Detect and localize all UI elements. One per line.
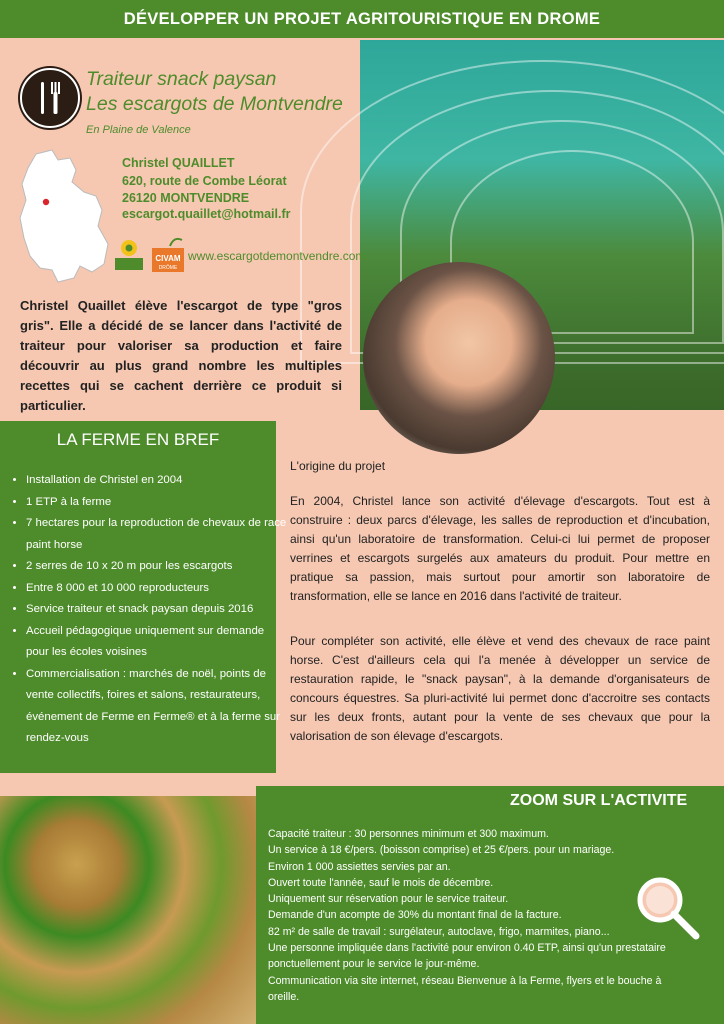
zoom-line: Un service à 18 €/pers. (boisson comprise) et 25 €/pers. pour un mariage.	[268, 844, 615, 857]
zoom-title: ZOOM SUR L'ACTIVITE	[510, 792, 688, 809]
zoom-line: Ouvert toute l'année, sauf le mois de décembre.	[268, 876, 494, 889]
list-item: • Commercialisation : marchés de noël, points de vente collectifs, foires et salons, restaurateurs, événement de Ferme en Ferme® et à la ferme sur rendez-vous	[26, 664, 288, 750]
intro-paragraph: Christel Quaillet élève l'escargot de type "gros gris". Elle a décidé de se lancer dans l'activité de traiteur pour valoriser sa production et faire découvrir au plus grand nombre les multiples recettes qui se cachent derrière ce produit si particulier.	[20, 298, 342, 413]
portrait-photo	[363, 262, 555, 454]
farm-summary-title: LA FERME EN BREF	[56, 430, 220, 449]
contact-address-1: 620, route de Combe Léorat	[122, 174, 287, 188]
list-item: • Accueil pédagogique uniquement sur demande pour les écoles voisines	[26, 621, 288, 664]
magnifier-icon	[634, 874, 704, 944]
snails-photo	[0, 796, 256, 1024]
zoom-line: Communication via site internet, réseau Bienvenue à la Ferme, flyers et le bouche à oreille.	[268, 974, 662, 1003]
origin-paragraph-2: Pour compléter son activité, elle élève et vend des chevaux de race paint horse. C'est d'ailleurs cela qui l'a menée à développer un service de restauration rapide, le "snack paysan", à la demande d'organisateurs de concours équestres. Sa pluri-activité lui permet donc d'accroitre ses contacts sur les deux fronts, autant pour la vente de ses chevaux que pour la valorisation de son élevage d'escargots.	[290, 634, 710, 743]
zoom-line: Uniquement sur réservation pour le service traiteur.	[268, 893, 509, 906]
website-link[interactable]: www.escargotdemontvendre.com	[188, 249, 366, 263]
page-banner: DÉVELOPPER UN PROJET AGRITOURISTIQUE EN DROME	[0, 0, 724, 38]
zoom-line: Capacité traiteur : 30 personnes minimum et 300 maximum.	[268, 828, 549, 840]
list-item: • 1 ETP à la ferme	[26, 492, 288, 514]
drome-map-icon	[18, 148, 113, 284]
zoom-line: Environ 1 000 assiettes servies par an.	[268, 860, 451, 873]
subtitle: En Plaine de Valence	[86, 124, 191, 136]
fork-knife-icon	[20, 68, 80, 128]
origin-paragraph-1: En 2004, Christel lance son activité d'élevage d'escargots. Tout est à construire : deux parcs d'élevage, les salles de reproduction et d'incubation, ainsi qu'un laboratoire de transformation. Celui-ci lui permet de proposer verrines et escargots surgelés aux amateurs du produit. Pour mettre en pratique sa passion, mais surtout pour amortir son laboratoire de transformation, elle se lance en 2016 dans l'activité de traiteur.	[290, 494, 710, 603]
civam-logo-subtext: DRÔME	[158, 265, 178, 271]
list-item: • Service traiteur et snack paysan depuis 2016	[26, 599, 288, 621]
civam-logo	[152, 236, 184, 272]
bienvenue-logo	[114, 236, 144, 272]
contact-email[interactable]: escargot.quaillet@hotmail.fr	[122, 207, 291, 221]
zoom-line: Une personne impliquée dans l'activité pour environ 0.40 ETP, ainsi qu'un prestataire ponctuellement pour le service le jour-même.	[268, 942, 666, 971]
list-item: • 7 hectares pour la reproduction de chevaux de race paint horse	[26, 513, 288, 556]
list-item: • 2 serres de 10 x 20 m pour les escargots	[26, 556, 288, 578]
title-line-2: Les escargots de Montvendre	[86, 93, 343, 115]
civam-logo-text: CIVAM	[155, 254, 181, 263]
farm-summary-list	[8, 470, 288, 750]
title-line-1: Traiteur snack paysan	[86, 68, 277, 90]
origin-title: L'origine du projet	[290, 459, 386, 473]
contact-name: Christel QUAILLET	[122, 156, 235, 170]
zoom-line: Demande d'un acompte de 30% du montant final de la facture.	[268, 909, 562, 922]
list-item: • Entre 8 000 et 10 000 reproducteurs	[26, 578, 288, 600]
zoom-lines	[268, 826, 668, 1005]
list-item: • Installation de Christel en 2004	[26, 470, 288, 492]
zoom-line: 82 m² de salle de travail : surgélateur, autoclave, frigo, marmites, piano...	[268, 925, 610, 938]
contact-address-2: 26120 MONTVENDRE	[122, 191, 250, 205]
